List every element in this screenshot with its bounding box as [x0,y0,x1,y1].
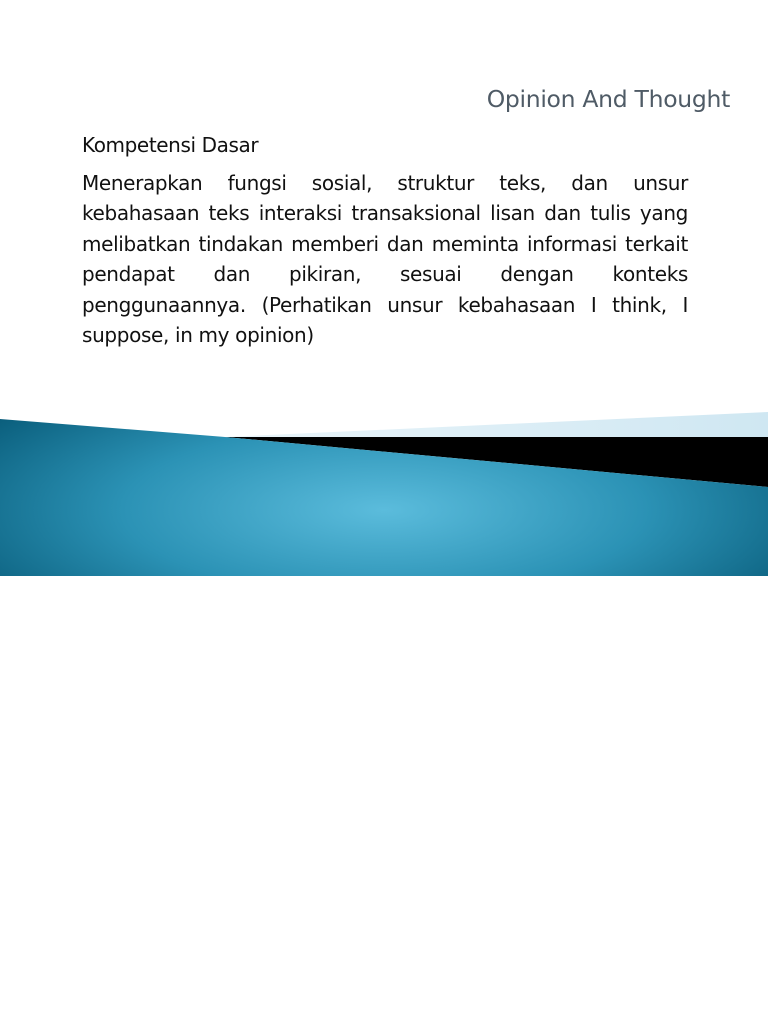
sky-sliver [225,412,768,437]
decorative-wave-band [0,400,768,576]
slide-content [82,130,688,350]
body-paragraph: Menerapkan fungsi sosial, struktur teks, dan unsur kebahasaan teks interaksi transaksional lisan dan tulis yang melibatkan tindakan memberi dan meminta informasi terkait pendapat dan pikiran, sesuai dengan konteks penggunaannya. (Perhatikan unsur kebahasaan I think, I suppose, in my opinion) [82,171,688,348]
slide-title: Opinion And Thought [486,85,730,113]
section-heading: Kompetensi Dasar [82,133,259,157]
